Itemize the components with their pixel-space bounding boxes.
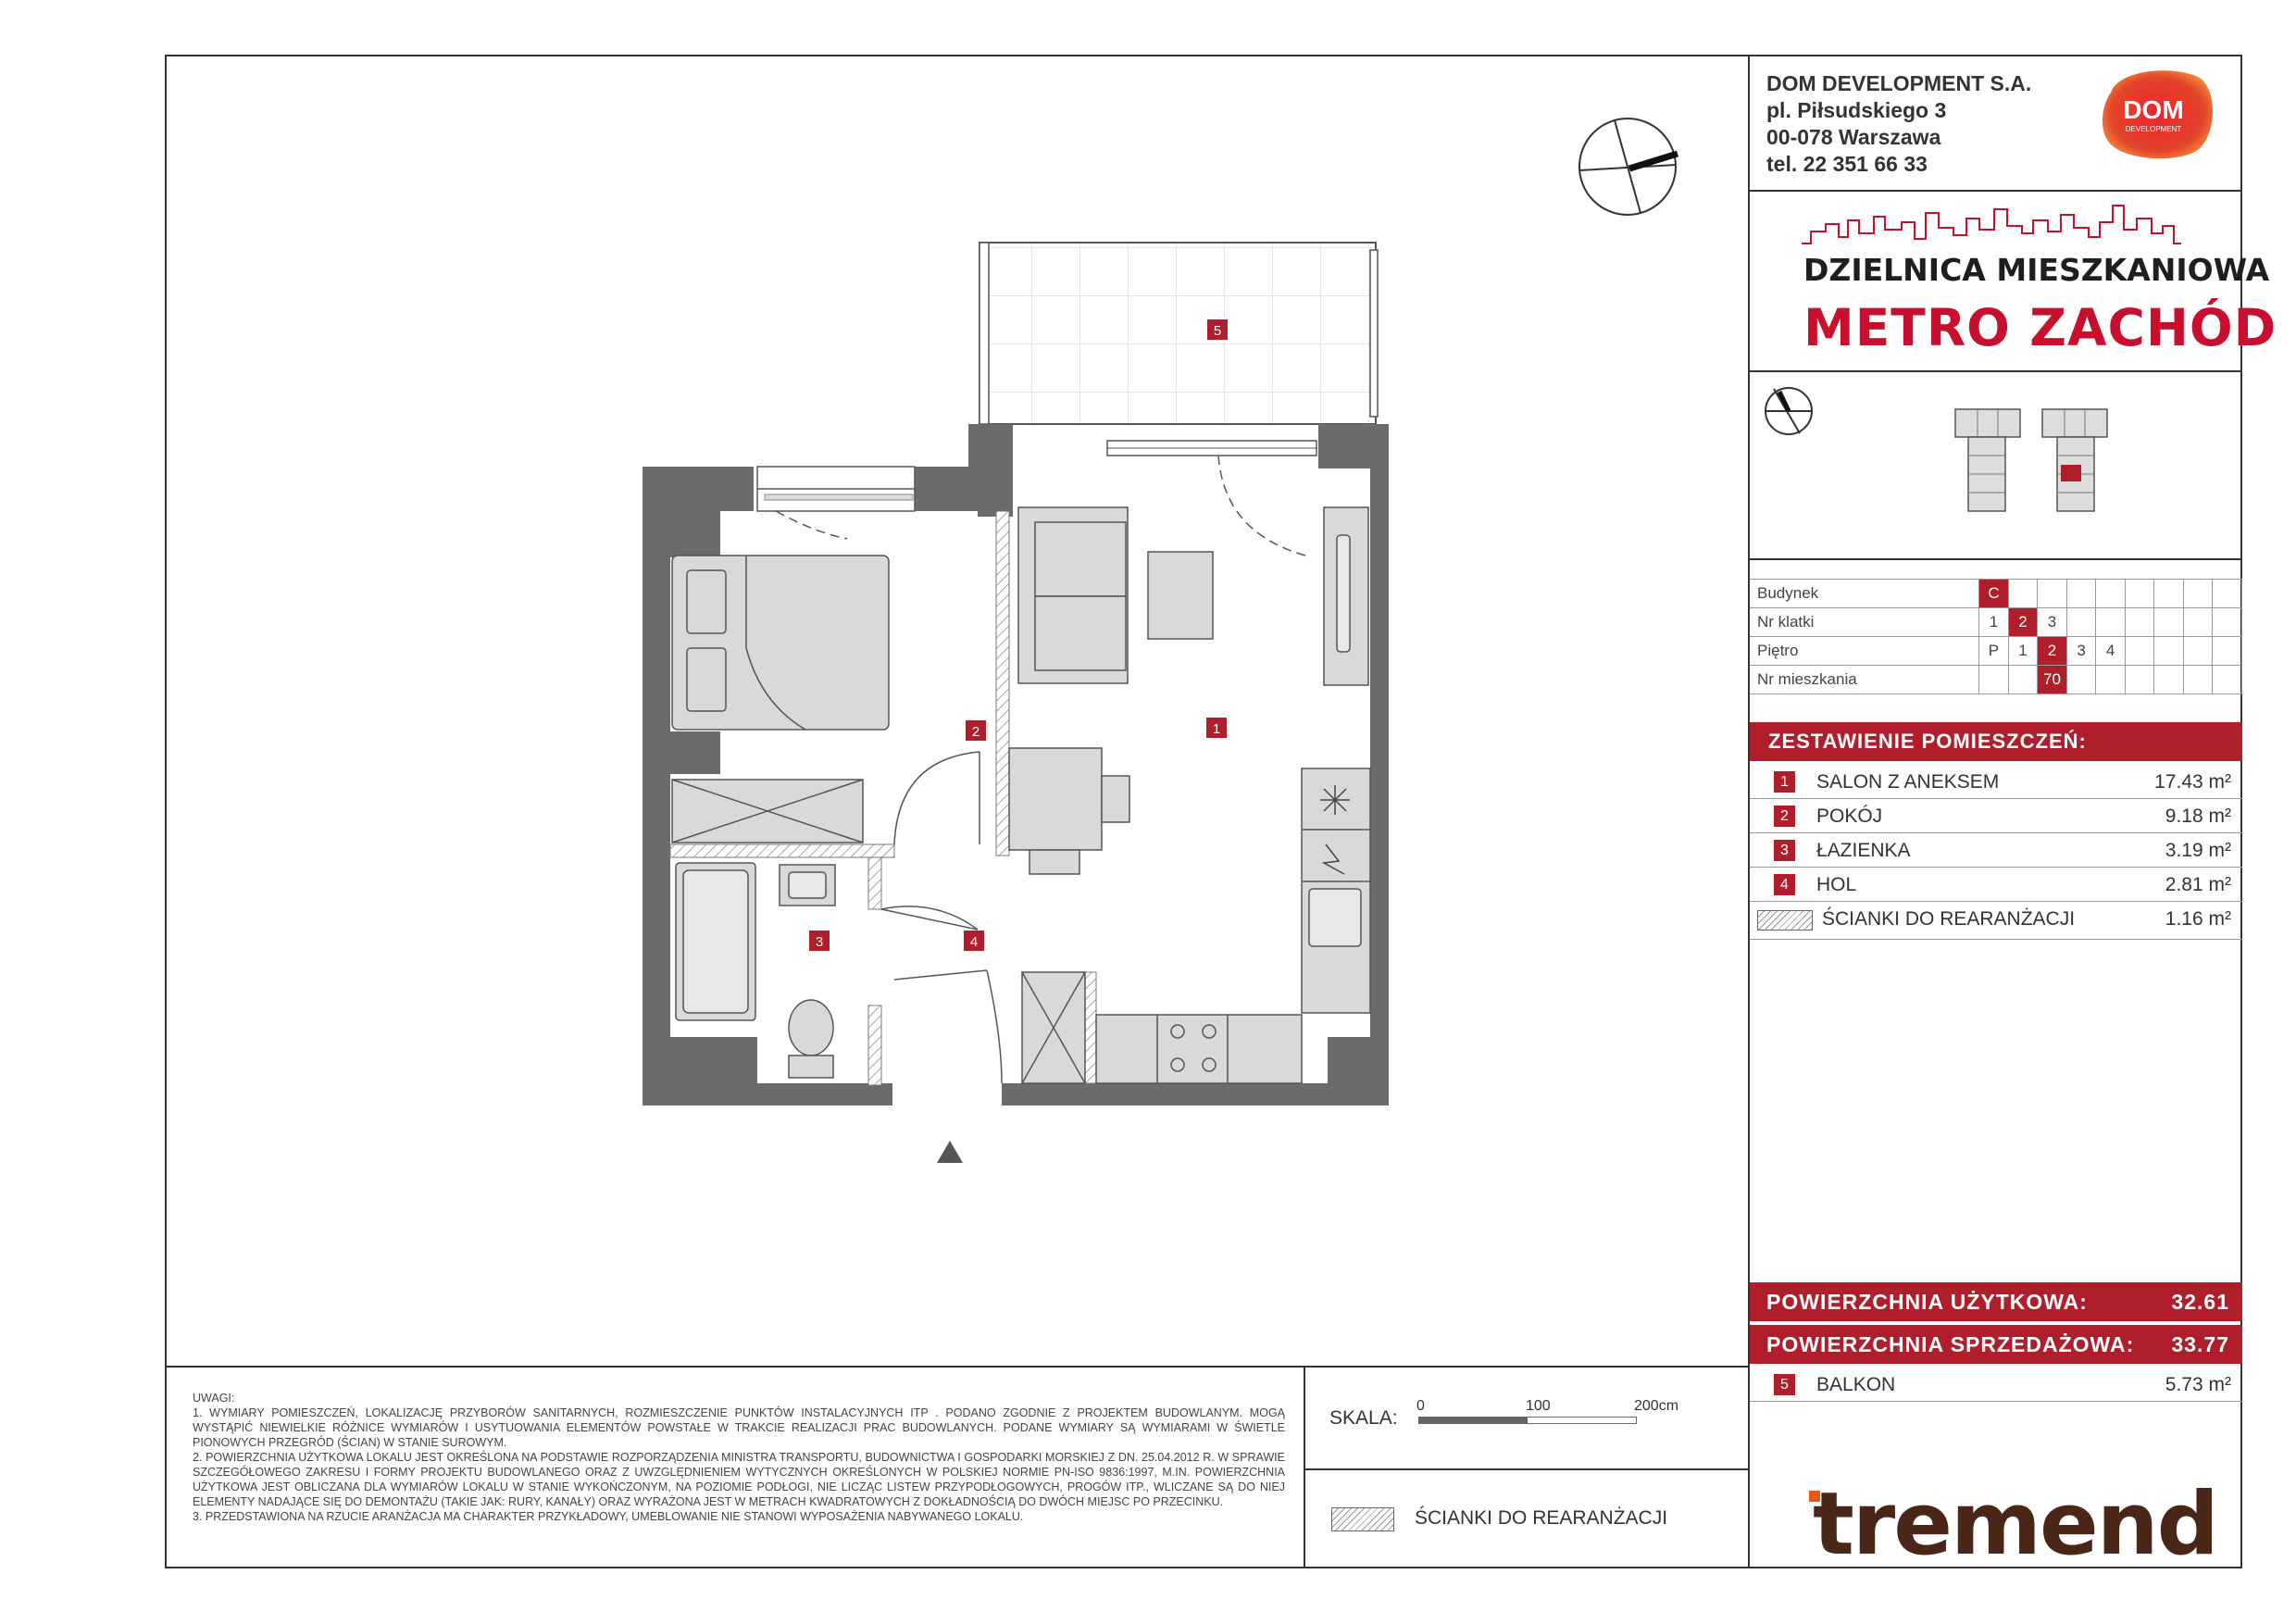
usable-area-row: [1750, 1282, 2242, 1321]
room-name: SALON Z ANEKSEM: [1816, 771, 2000, 793]
project-name-line2: METRO ZACHÓD: [1803, 298, 2277, 357]
room-label-4: 4: [969, 934, 979, 950]
notes-block: [193, 1391, 1285, 1524]
walls-name: ŚCIANKI DO REARANŻACJI: [1822, 908, 2076, 930]
tv-cabinet: [1324, 507, 1368, 685]
room-label-5: 5: [1213, 323, 1222, 339]
sale-area-label: POWIERZCHNIA SPRZEDAŻOWA:: [1766, 1332, 2135, 1356]
usable-area-value: 32.61: [2171, 1290, 2229, 1314]
sofa: [1018, 507, 1128, 683]
room-area: 3.19 m²: [2165, 840, 2231, 861]
scale-bar-empty: [1528, 1417, 1637, 1424]
divider: [1750, 370, 2242, 372]
notes-divider-line: [165, 1366, 1750, 1368]
balcony-area-plan: [980, 243, 1378, 424]
room-area: 17.43 m²: [2154, 771, 2231, 793]
room-row-4: [1750, 868, 2242, 902]
stair-1: 1: [1979, 608, 2009, 637]
usable-area-label: POWIERZCHNIA UŻYTKOWA:: [1766, 1290, 2088, 1314]
scale-tick-0: 0: [1416, 1398, 1425, 1414]
floor-4: 4: [2096, 637, 2126, 666]
balcony-name: BALKON: [1816, 1374, 1896, 1395]
note-3: 3. PRZEDSTAWIONA NA RZUCIE ARANŻACJA MA CHARAKTER PRZYKŁADOWY, UMEBLOWANIE NIE STANOWI WYPOSAŻENIA NABYWANEGO LOKALU.: [193, 1510, 1024, 1523]
room-label-1: 1: [1212, 721, 1221, 737]
room-name: POKÓJ: [1816, 806, 1883, 827]
stair-label: Nr klatki: [1750, 608, 1979, 637]
entrance-arrow-icon: [937, 1141, 963, 1163]
floor-2-selected: 2: [2038, 637, 2067, 666]
site-plan-thumbnail: [1950, 404, 2116, 520]
apartment-location-marker: [2061, 465, 2081, 481]
hatch-legend-label: ŚCIANKI DO REARANŻACJI: [1415, 1507, 1668, 1529]
company-address-street: pl. Piłsudskiego 3: [1766, 98, 1947, 122]
row-building: [1750, 580, 2242, 608]
scale-bar-filled: [1418, 1417, 1528, 1424]
compass-north-icon: [1574, 113, 1681, 220]
hall-closet: [1022, 972, 1085, 1083]
dom-development-logo: [2090, 65, 2220, 161]
room-row-2: [1750, 800, 2242, 833]
room-label-2: 2: [971, 724, 980, 740]
room-badge: 3: [1774, 840, 1795, 861]
floor-plan: [639, 236, 1398, 1181]
stair-3: 3: [2038, 608, 2067, 637]
skyline-icon: [1802, 202, 2181, 248]
floor-1: 1: [2008, 637, 2038, 666]
fridge-icon: [1320, 785, 1350, 815]
floor-3: 3: [2066, 637, 2096, 666]
compass-small-icon: [1761, 383, 1816, 439]
company-info: [1766, 70, 2031, 178]
building-value: C: [1979, 580, 2009, 608]
hatch-swatch-icon: [1757, 910, 1813, 931]
room-badge: 2: [1774, 806, 1795, 827]
note-1: 1. WYMIARY POMIESZCZEŃ, LOKALIZACJĘ PRZYBORÓW SANITARNYCH, ROZMIESZCZENIE PUNKTÓW INSTALACYJNYCH ITP . PODANO ZGODNIE Z PROJEKTEM BUDOWLANYM. MOGĄ WYSTĄPIĆ NIEWIELKIE RÓŻNICE WYMIARÓW I USYTUOWANIA ELEMENTÓW POWSTAŁE W TRAKCIE REALIZACJI PRAC BUDOWLANYCH. PODANE WYMIARY SĄ WYMIARAMI W ŚWIETLE PIONOWYCH PRZEGRÓD (ŚCIAN) W STANIE SUROWYM.: [193, 1406, 1285, 1449]
divider: [1750, 190, 2242, 192]
scale-tick-100: 100: [1526, 1398, 1551, 1414]
room-badge: 1: [1774, 771, 1795, 793]
balcony-badge: 5: [1774, 1374, 1795, 1395]
building-label: Budynek: [1750, 580, 1979, 608]
walls-area: 1.16 m²: [2165, 908, 2231, 930]
room-row-3: [1750, 834, 2242, 868]
divider: [1750, 558, 2242, 560]
sale-area-row: [1750, 1325, 2242, 1364]
room-name: HOL: [1816, 874, 1857, 895]
hatch-legend-icon: [1331, 1507, 1394, 1531]
room-badge: 4: [1774, 874, 1795, 895]
logo-text-dom: DOM: [2123, 95, 2184, 124]
room-area: 9.18 m²: [2165, 806, 2231, 827]
row-stair: [1750, 608, 2242, 637]
stair-2-selected: 2: [2008, 608, 2038, 637]
apartment-label: Nr mieszkania: [1750, 666, 1979, 694]
logo-text-development: DEVELOPMENT: [2125, 125, 2182, 133]
row-floor: [1750, 637, 2242, 666]
coffee-table: [1148, 552, 1213, 639]
balcony-area: 5.73 m²: [2165, 1374, 2231, 1395]
company-name: DOM DEVELOPMENT S.A.: [1766, 71, 2032, 95]
apartment-info-table: [1750, 579, 2242, 694]
wardrobe: [672, 780, 863, 843]
project-name-line1: DZIELNICA MIESZKANIOWA: [1803, 252, 2270, 288]
scale-tick-200: 200cm: [1634, 1398, 1679, 1414]
bed: [672, 556, 889, 730]
scale-label: SKALA:: [1329, 1407, 1398, 1429]
company-phone: tel. 22 351 66 33: [1766, 152, 1928, 176]
balcony-row: [1750, 1368, 2242, 1402]
toilet: [789, 1000, 833, 1078]
washbasin: [780, 865, 835, 906]
notes-title: UWAGI:: [193, 1392, 235, 1405]
row-apartment: [1750, 666, 2242, 694]
tremend-logo: tremend: [1813, 1474, 2217, 1575]
rooms-header: ZESTAWIENIE POMIESZCZEŃ:: [1750, 722, 2242, 761]
room-row-1: [1750, 766, 2242, 799]
apartment-number: 70: [2038, 666, 2067, 694]
room-area: 2.81 m²: [2165, 874, 2231, 895]
floor-p: P: [1979, 637, 2009, 666]
company-address-city: 00-078 Warszawa: [1766, 125, 1941, 149]
note-2: 2. POWIERZCHNIA UŻYTKOWA LOKALU JEST OKREŚLONA NA PODSTAWIE ROZPORZĄDZENIA MINISTRA TRANSPORTU, BUDOWNICTWA I GOSPODARKI MORSKIEJ Z DN. 25.04.2012 R. W SPRAWIE SZCZEGÓŁOWEGO ZAKRESU I FORMY PROJEKTU BUDOWLANEGO ORAZ Z UWZGLĘDNIENIEM WYTYCZNYCH OKREŚLONYCH W POLSKIEJ NORMIE PN-ISO 9836:1997, M.IN. POWIERZCHNIA UŻYTKOWA JEST OBLICZANA DLA WYMIARÓW LOKALU W STANIE WYKOŃCZONYM, NA POZIOMIE PODŁOGI, NIE LICZĄC LISTEW PRZYPODŁOGOWYCH, PROGÓW ITP., WLICZANE SĄ DO NIEJ ELEMENTY NADAJĄCE SIĘ DO DEMONTAŻU (TAKIE JAK: RURY, KANAŁY) ORAZ WYRAŻONA JEST W METRACH KWADRATOWYCH Z DOKŁADNOŚCIĄ DO DWÓCH MIEJSC PO PRZECINKU.: [193, 1451, 1285, 1508]
bathtub: [676, 863, 755, 1020]
room-label-3: 3: [815, 934, 824, 950]
room-name: ŁAZIENKA: [1816, 840, 1911, 861]
room-row-walls: [1750, 903, 2242, 940]
sale-area-value: 33.77: [2171, 1332, 2229, 1356]
floor-label: Piętro: [1750, 637, 1979, 666]
scale-legend-divider: [1305, 1468, 1748, 1470]
